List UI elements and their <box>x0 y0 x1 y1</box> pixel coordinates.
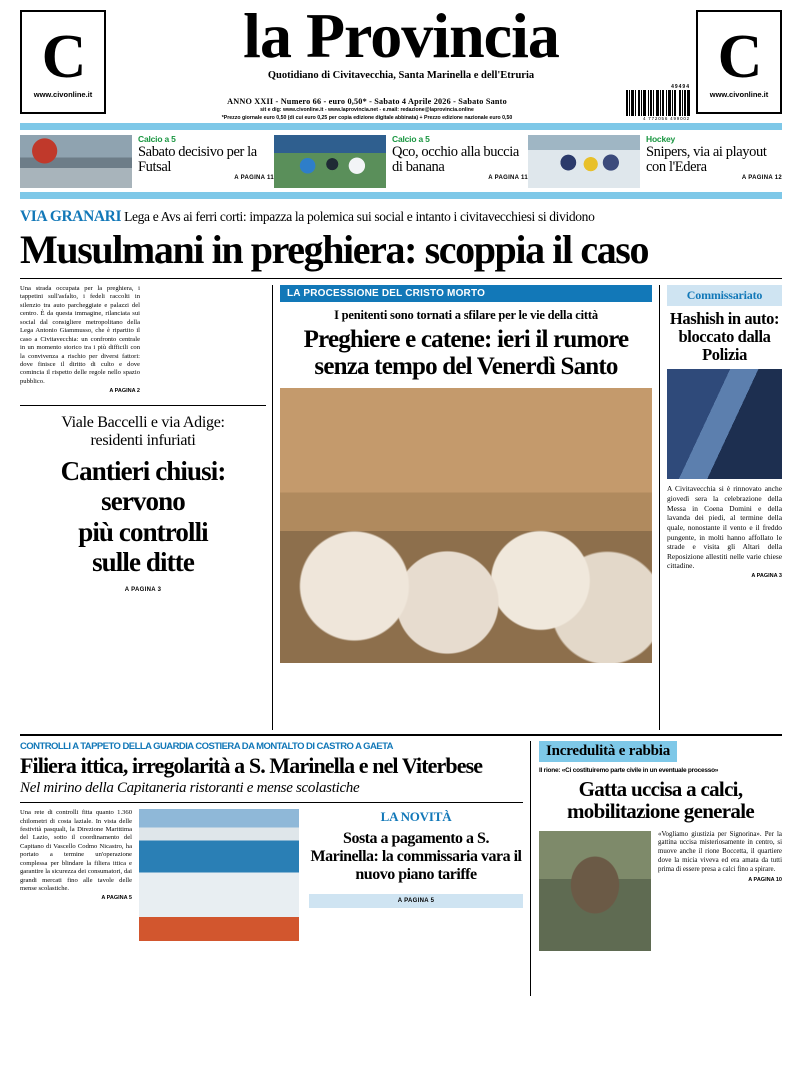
masthead <box>20 0 782 120</box>
cantieri-headline-3: più controlli <box>78 516 208 547</box>
teaser-page-ref: A PAGINA 12 <box>741 174 782 181</box>
lead-body-paragraph: Una strada occupata per la preghiera, i tappetini sull'asfalto, i fedeli raccolti in silenzio tra auto parcheggiate e palazzi del centro. È da questa immagine, rilanciata sui social dal consigliere metropolitano della Lega Antonio Giammusso, che è ripartito il caso a Civitavecchia: un confronto centrale in un momento storico tra i più difficili con la convivenza a rischio per diversi fattori: dove finisce il diritto di culto e dove comincia il rispetto delle regole nello spazio pubblico. <box>20 285 140 385</box>
teaser-kicker: Calcio a 5 <box>392 134 430 144</box>
price-line: *Prezzo giornale euro 0,50 (di cui euro 0,25 per copia edizione digitale abbinata) + Prezzo edizione nazionale euro 0,50 <box>221 114 513 121</box>
commissariato-page-ref: A PAGINA 3 <box>751 573 782 580</box>
edition-line: ANNO XXII - Numero 66 - euro 0,50* - Sabato 4 Aprile 2026 - Sabato Santo <box>227 96 507 106</box>
incredulita-body-text: «Vogliamo giustizia per Signorina». Per la gattina uccisa misteriosamente in centro, si muove anche il rione Boccetta, il quartiere dove la micia viveva ed era amata da tutti prima di essere presa a calci fino a spirare. <box>658 830 782 874</box>
lower-section <box>20 741 782 996</box>
center-headline: Preghiere e catene: ieri il rumore senza tempo del Venerdì Santo <box>303 326 629 380</box>
teaser-item-2[interactable] <box>528 135 782 188</box>
teaser-photo <box>274 135 386 188</box>
novita-headline: Sosta a pagamento a S. Marinella: la commissaria vara il nuovo piano tariffe <box>310 830 522 884</box>
commissariato-photo <box>667 369 782 479</box>
incredulita-body <box>658 831 782 951</box>
cantieri-article[interactable] <box>20 414 266 593</box>
novita-strip <box>309 894 523 908</box>
teaser-photo <box>528 135 640 188</box>
web-line: sit e dig: www.civonline.it - www.laprovincia.net - e.mail: redazione@laprovincia.online <box>260 107 474 114</box>
teaser-headline: Sabato decisivo per la Futsal <box>138 144 257 176</box>
incredulita-headline: Gatta uccisa a calci, mobilitazione generale <box>567 777 754 824</box>
barcode-block <box>626 84 690 121</box>
teaser-strip <box>20 130 782 192</box>
logo-right <box>696 10 782 114</box>
commissariato-badge: Commissariato <box>667 285 782 306</box>
teaser-kicker: Hockey <box>646 134 676 144</box>
filiera-article[interactable] <box>20 741 530 996</box>
cantieri-headline-2: servono <box>101 486 185 517</box>
cantieri-headline-4: sulle ditte <box>92 546 194 577</box>
logo-url-left[interactable]: www.civonline.it <box>33 89 93 99</box>
teaser-item-1[interactable] <box>274 135 528 188</box>
divider-blue-top <box>20 123 782 130</box>
filiera-page-ref: A PAGINA 5 <box>101 895 132 902</box>
novita-article[interactable] <box>306 809 523 941</box>
masthead-info-lines <box>112 97 622 121</box>
teaser-photo <box>20 135 132 188</box>
masthead-center <box>106 0 696 121</box>
logo-url-right[interactable]: www.civonline.it <box>709 89 769 99</box>
main-content-grid <box>20 285 782 730</box>
logo-letter-left: C <box>41 22 85 91</box>
center-subhead: I penitenti sono tornati a sfilare per le vie della città <box>334 308 598 322</box>
incredulita-columns <box>539 831 782 951</box>
incredulita-page-ref: A PAGINA 10 <box>748 877 782 884</box>
column-left <box>20 285 272 730</box>
teaser-kicker: Calcio a 5 <box>138 134 176 144</box>
filiera-photo <box>139 809 299 941</box>
masthead-info <box>112 84 690 121</box>
center-banner: LA PROCESSIONE DEL CRISTO MORTO <box>280 285 652 302</box>
logo-letter-right: C <box>717 22 761 91</box>
incredulita-badge: Incredulità e rabbia <box>539 741 677 762</box>
lead-kicker: VIA GRANARI <box>20 208 122 225</box>
cantieri-headline-1: Cantieri chiusi: <box>60 456 226 487</box>
lead-body-text <box>20 285 140 395</box>
barcode-icon <box>626 90 690 116</box>
divider-blue-bottom <box>20 192 782 199</box>
novita-badge: LA NOVITÀ <box>380 809 452 825</box>
lead-body-page-ref: A PAGINA 2 <box>109 388 140 395</box>
novita-page-ref: A PAGINA 5 <box>397 898 435 905</box>
column-center[interactable] <box>273 285 659 730</box>
filiera-kicker: CONTROLLI A TAPPETO DELLA GUARDIA COSTIERA DA MONTALTO DI CASTRO A GAETA <box>20 741 393 752</box>
teaser-headline: Snipers, via ai playout con l'Edera <box>646 144 767 176</box>
divider-rule-lower <box>20 734 782 736</box>
masthead-subtitle: Quotidiano di Civitavecchia, Santa Marinella e dell'Etruria <box>267 69 535 81</box>
barcode-text: 4 772056 499002 <box>642 115 690 121</box>
teaser-headline: Qco, occhio alla buccia di banana <box>392 144 519 176</box>
page-title: la Provincia <box>243 0 559 71</box>
lead-subhead: Lega e Avs ai ferri corti: impazza la polemica sui social e intanto i civitavecchiesi si dividono <box>124 209 595 224</box>
incredulita-article[interactable] <box>530 741 782 996</box>
lead-kicker-row <box>20 199 782 226</box>
incredulita-subhead: Il rione: «Ci costituiremo parte civile in un eventuale processo» <box>539 767 719 774</box>
filiera-columns <box>20 809 523 941</box>
divider-rule-cantieri <box>20 405 266 406</box>
filiera-body-text: Una rete di controlli fitta quanto 1.360 chilometri di costa laziale. In vista delle festività pasquali, la Direzione Marittima del Lazio, sotto il coordinamento del Capitano di Vascello Codmo Nicastro, ha portato a termine un'operazione complessa per blindare la filiera ittica e garantire la sicurezza dei consumatori, dai grandi mercati fino alle tavole delle mense scolastiche. <box>20 809 132 893</box>
cantieri-subhead-1: Viale Baccelli e via Adige: <box>61 414 225 432</box>
center-photo <box>280 388 652 663</box>
divider-rule-filiera <box>20 802 523 803</box>
filiera-body <box>20 809 132 941</box>
incredulita-photo <box>539 831 651 951</box>
teaser-item-0[interactable] <box>20 135 274 188</box>
logo-left <box>20 10 106 114</box>
teaser-page-ref: A PAGINA 11 <box>234 174 274 181</box>
commissariato-body-text: A Civitavecchia si è rinnovato anche giovedì sera la celebrazione della Messa in Coena Domini e della lavanda dei piedi, al termine della quale, nonostante il vento e il freddo pungente, in molti hanno affollato le strade e visita gli Altari della Reposizione allestiti nelle varie chiese cittadine. <box>667 484 782 571</box>
filiera-headline: Filiera ittica, irregolarità a S. Marinella e nel Viterbese <box>20 753 483 778</box>
cantieri-page-ref: A PAGINA 3 <box>124 587 162 594</box>
teaser-page-ref: A PAGINA 11 <box>488 174 528 181</box>
commissariato-headline: Hashish in auto: bloccato dalla Polizia <box>669 309 780 364</box>
column-right[interactable] <box>660 285 782 730</box>
divider-rule-lead <box>20 278 782 279</box>
cantieri-subhead-2: residenti infuriati <box>90 432 196 450</box>
filiera-deck: Nel mirino della Capitaneria ristoranti e mense scolastiche <box>20 780 360 797</box>
commissariato-body <box>667 484 782 580</box>
barcode-number: 49494 <box>671 83 690 90</box>
lead-headline: Musulmani in preghiera: scoppia il caso <box>20 227 649 272</box>
